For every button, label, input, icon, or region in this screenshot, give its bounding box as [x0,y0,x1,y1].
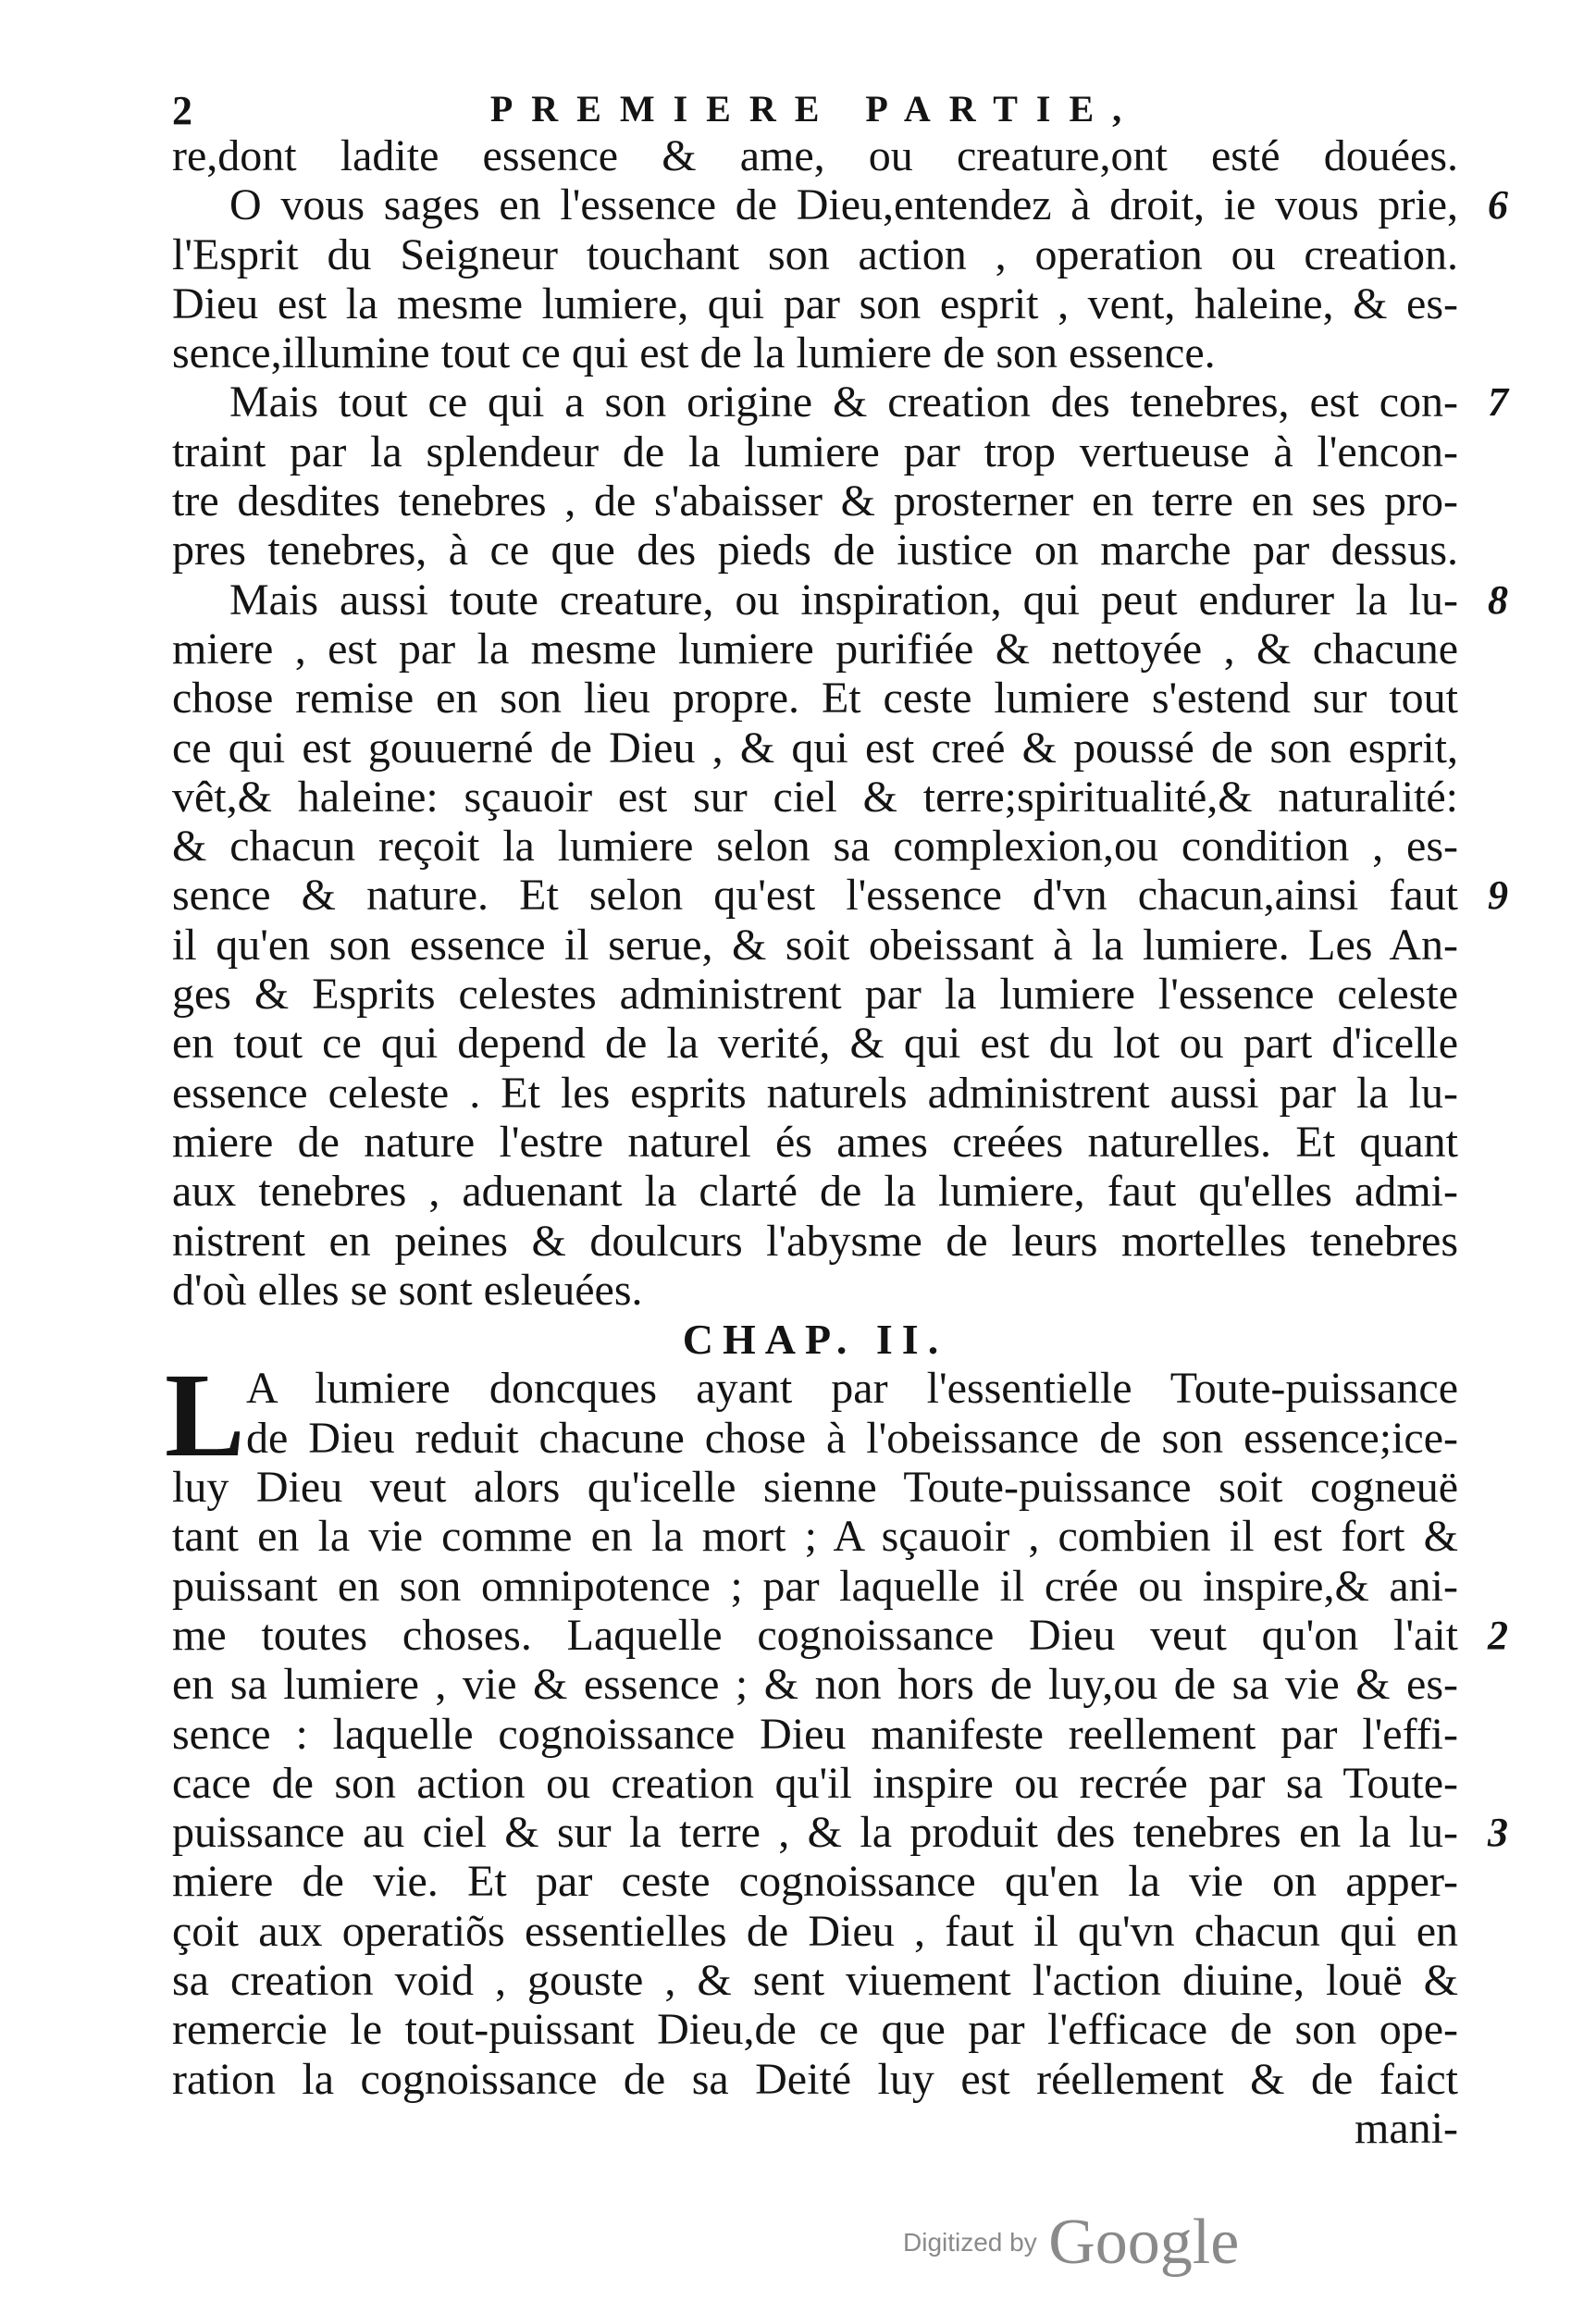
text-line: tant en la vie comme en la mort ; A sçauoir , combien il est fort & [172,1512,1458,1562]
text-line: traint par la splendeur de la lumiere par trop vertueuse à l'encon- [172,427,1458,476]
margin-number: 8 [1488,576,1508,623]
text-line: pres tenebres, à ce que des pieds de iustice on marche par dessus. [172,526,1458,575]
text-line: l'Esprit du Seigneur touchant son action , operation ou creation. [172,229,1458,279]
text-line [172,575,1508,625]
catchword: mani- [1355,2103,1458,2153]
text-line: sence : laquelle cognoissance Dieu manifeste reellement par l'effi- [172,1709,1458,1759]
text-line: miere de vie. Et par ceste cognoissance qu'en la vie on apper- [172,1857,1458,1907]
text-line: essence celeste . Et les esprits naturels administrent aussi par la lu- [172,1068,1458,1118]
text-line-content: O vous sages en l'essence de Dieu,entendez à droit, ie vous prie, [229,180,1458,230]
text-line: sa creation void , gouste , & sent viuement l'action diuine, louë & [172,1955,1458,2005]
text-line [172,871,1508,921]
margin-number: 3 [1488,1810,1508,1856]
text-line: sence,illumine tout ce qui est de la lumiere de son essence. [172,328,1216,378]
text-line: remercie le tout-puissant Dieu,de ce que par l'efficace de son ope- [172,2005,1458,2055]
text-line-content: Mais tout ce qui a son origine & creation des tenebres, est con- [229,377,1458,427]
text-line-content: me toutes choses. Laquelle cognoissance Dieu veut qu'on l'ait [172,1610,1458,1660]
text-line: miere de nature l'estre naturel és ames creées naturelles. Et quant [172,1117,1458,1167]
text-line-content: sence & nature. Et selon qu'est l'essence d'vn chacun,ainsi faut [172,871,1458,921]
digitized-label: Digitized by [903,2228,1037,2257]
chapter-heading: CHAP. II. [682,1316,948,1364]
drop-cap: L [165,1349,245,1483]
text-line-content: A lumiere doncques ayant par l'essentielle Toute-puissance [246,1364,1458,1414]
margin-number: 6 [1488,182,1508,229]
text-line [172,1610,1508,1660]
margin-number: 2 [1488,1612,1508,1658]
text-line: de Dieu reduit chacune chose à l'obeissance de son essence;ice- [246,1413,1458,1463]
text-line-content: puissance au ciel & sur la terre , & la produit des tenebres en la lu- [172,1808,1458,1858]
text-line: en tout ce qui depend de la verité, & qui est du lot ou part d'icelle [172,1019,1458,1069]
text-line: nistrent en peines & doulcurs l'abysme de leurs mortelles tenebres [172,1216,1458,1266]
text-line: vêt,& haleine: sçauoir est sur ciel & terre;spiritualité,& naturalité: [172,772,1458,822]
text-line: miere , est par la mesme lumiere purifiée & nettoyée , & chacune [172,624,1458,674]
margin-number: 9 [1488,872,1508,919]
text-line: re,dont ladite essence & ame, ou creature,ont esté douées. [172,131,1458,180]
text-line: & chacun reçoit la lumiere selon sa complexion,ou condition , es- [172,822,1458,872]
text-line [172,1808,1508,1858]
text-line: chose remise en son lieu propre. Et ceste lumiere s'estend sur tout [172,674,1458,724]
main-text [165,131,1508,2153]
text-line: cace de son action ou creation qu'il inspire ou recrée par sa Toute- [172,1758,1458,1808]
text-line [172,180,1508,230]
text-line: luy Dieu veut alors qu'icelle sienne Toute-puissance soit cogneuë [172,1463,1458,1513]
page-number: 2 [172,88,192,133]
text-line: en sa lumiere , vie & essence ; & non hors de luy,ou de sa vie & es- [172,1660,1458,1710]
google-logo: Google [1048,2207,1240,2278]
text-line: aux tenebres , aduenant la clarté de la lumiere, faut qu'elles admi- [172,1167,1458,1217]
text-line: ce qui est gouuerné de Dieu , & qui est creé & poussé de son esprit, [172,723,1458,773]
text-line-content: Mais aussi toute creature, ou inspiration, qui peut endurer la lu- [229,575,1458,625]
text-line: d'où elles se sont esleuées. [172,1265,643,1315]
text-line: çoit aux operatiõs essentielles de Dieu , faut il qu'vn chacun qui en [172,1906,1458,1956]
running-title: PREMIERE PARTIE, [489,88,1141,130]
text-line: puissant en son omnipotence ; par laquelle il crée ou inspire,& ani- [172,1561,1458,1611]
text-line: il qu'en son essence il serue, & soit obeissant à la lumiere. Les An- [172,920,1458,970]
text-line: Dieu est la mesme lumiere, qui par son esprit , vent, haleine, & es- [172,278,1458,328]
digitized-watermark [903,2206,1239,2280]
text-line: tre desdites tenebres , de s'abaisser & prosterner en terre en ses pro- [172,476,1458,526]
text-line: ges & Esprits celestes administrent par la lumiere l'essence celeste [172,970,1458,1020]
text-line: ration la cognoissance de sa Deité luy est réellement & de faict [172,2054,1458,2104]
margin-number: 7 [1488,379,1508,426]
text-line [172,377,1508,427]
